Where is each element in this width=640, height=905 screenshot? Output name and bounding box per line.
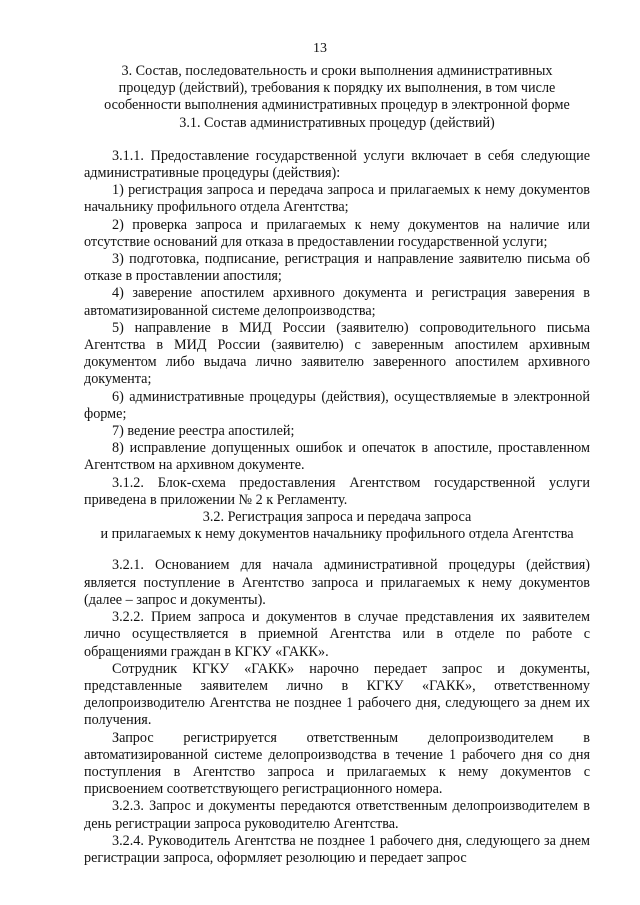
paragraph-3-1-1: 3.1.1. Предоставление государственной услуги включает в себя следующие административные процедуры (действия):: [84, 147, 590, 182]
page-content: [84, 63, 590, 867]
list-item: 2) проверка запроса и прилагаемых к нему документов на наличие или отсутствие оснований для отказа в предоставлении государственной услуги;: [84, 216, 590, 250]
heading-line: 3. Состав, последовательность и сроки выполнения административных: [121, 63, 553, 79]
list-item: 8) исправление допущенных ошибок и опечаток в апостиле, проставленном Агентством на архивном документе.: [84, 440, 590, 474]
list-item: 5) направление в МИД России (заявителю) сопроводительного письма Агентства в МИД России (заявителю) с заверенным апостилем архивным документом либо выдача лично заявителю заверенного апостилем архивного документа;: [84, 319, 590, 388]
paragraph-employee: Сотрудник КГКУ «ГАКК» нарочно передает запрос и документы, представленные заявителем лично в КГКУ «ГАКК», ответственному делопроизводителю Агентства не позднее 1 рабочего дня, следующего за днем их получения.: [84, 660, 590, 729]
paragraph-3-2-3: 3.2.3. Запрос и документы передаются ответственным делопроизводителем в день регистрации запроса руководителю Агентства.: [84, 798, 590, 832]
list-item: 4) заверение апостилем архивного документа и регистрация заверения в автоматизированной системе делопроизводства;: [84, 285, 590, 319]
paragraph-3-2-1: 3.2.1. Основанием для начала административной процедуры (действия) является поступление в Агентство запроса и прилагаемых к нему документов (далее – запрос и документы).: [84, 557, 590, 608]
list-item: 6) административные процедуры (действия), осуществляемые в электронной форме;: [84, 388, 590, 422]
paragraph-3-1-2: 3.1.2. Блок-схема предоставления Агентством государственной услуги приведена в приложении № 2 к Регламенту.: [84, 474, 590, 508]
section-3-heading: [84, 63, 590, 132]
list-item: 7) ведение реестра апостилей;: [112, 423, 295, 440]
list-item: 1) регистрация запроса и передача запроса и прилагаемых к нему документов начальнику профильного отдела Агентства;: [84, 182, 590, 216]
list-item: 3) подготовка, подписание, регистрация и направление заявителю письма об отказе в проставлении апостиля;: [84, 251, 590, 285]
heading-line: особенности выполнения административных процедур в электронной форме: [104, 97, 570, 114]
paragraph-registration: Запрос регистрируется ответственным делопроизводителем в автоматизированной системе делопроизводства в течение 1 рабочего дня со дня поступления в Агентство запроса и прилагаемых к нему документов с присвоением соответствующего регистрационного номера.: [84, 729, 590, 798]
paragraph-3-2-2: 3.2.2. Прием запроса и документов в случае представления их заявителем лично осуществляется в приемной Агентства или в отделе по работе с обращениями граждан в КГКУ «ГАКК».: [84, 609, 590, 660]
paragraph-3-2-4: 3.2.4. Руководитель Агентства не позднее 1 рабочего дня, следующего за днем регистрации запроса, оформляет резолюцию и передает запрос: [84, 832, 590, 866]
heading-line: и прилагаемых к нему документов начальнику профильного отдела Агентства: [100, 526, 574, 543]
heading-line: 3.2. Регистрация запроса и передача запроса: [202, 509, 472, 526]
page-number: 13: [313, 41, 327, 56]
subsection-heading: 3.1. Состав административных процедур (действий): [179, 114, 495, 131]
heading-line: процедур (действий), требования к порядку их выполнения, в том числе: [118, 80, 556, 97]
section-3-2-heading: [84, 509, 590, 543]
